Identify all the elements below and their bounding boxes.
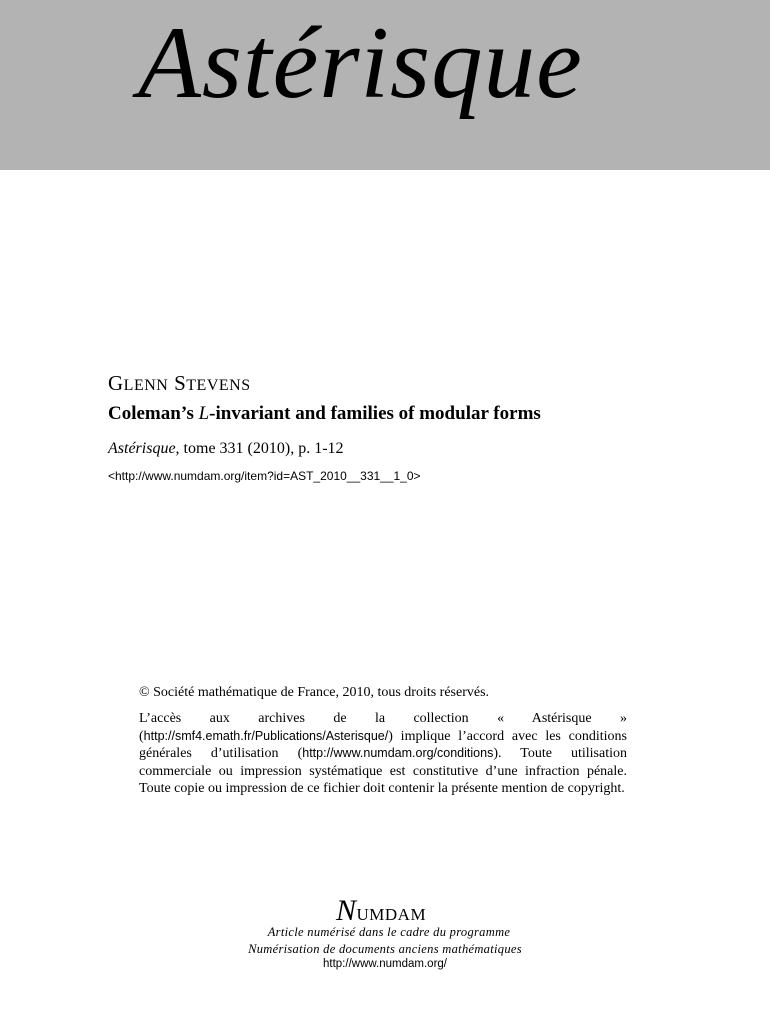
paper-title bbox=[108, 403, 541, 425]
notice-text-3: ). Toute utilisation commerciale ou impression systématique est constitutive d’une infraction pénale. Toute copie ou impression de ce fichier doit contenir la présente mention de copyright. bbox=[139, 746, 627, 797]
usage-notice bbox=[139, 710, 627, 798]
author-last-initial: S bbox=[174, 371, 187, 395]
notice-link-archive[interactable]: http://smf4.emath.fr/Publications/Asterisque/ bbox=[143, 728, 389, 743]
journal-banner bbox=[0, 0, 770, 170]
citation-details: , tome 331 (2010), p. 1-12 bbox=[175, 440, 344, 457]
copyright-line: © Société mathématique de France, 2010, tous droits réservés. bbox=[139, 685, 490, 700]
citation-journal: Astérisque bbox=[108, 440, 176, 457]
journal-title: Astérisque bbox=[138, 6, 583, 120]
numdam-logo-initial: N bbox=[336, 894, 357, 927]
footer-digitization-line: Numérisation de documents anciens mathématiques bbox=[248, 942, 522, 956]
footer-url[interactable]: http://www.numdam.org/ bbox=[323, 958, 447, 970]
permalink[interactable]: <http://www.numdam.org/item?id=AST_2010__331__1_0> bbox=[108, 469, 421, 483]
notice-text-2: ) implique l’accord avec les conditions générales d’utilisation ( bbox=[139, 728, 627, 762]
author-last-rest: TEVENS bbox=[186, 377, 251, 394]
numdam-logo-rest: UMDAM bbox=[356, 905, 427, 924]
notice-text-1: L’accès aux archives de la collection « Astérisque » ( bbox=[139, 711, 627, 744]
citation bbox=[108, 440, 344, 458]
notice-link-conditions[interactable]: http://www.numdam.org/conditions bbox=[302, 746, 494, 761]
author-first-initial: G bbox=[108, 371, 124, 395]
author-first-rest: LENN bbox=[123, 377, 169, 394]
paper-title-symbol: L bbox=[198, 403, 210, 424]
paper-title-prefix: Coleman’s bbox=[108, 403, 199, 424]
author-name bbox=[108, 371, 251, 396]
paper-title-suffix: -invariant and families of modular forms bbox=[209, 403, 541, 424]
footer-program-line: Article numérisé dans le cadre du programme bbox=[267, 925, 511, 939]
numdam-logo bbox=[336, 896, 426, 926]
